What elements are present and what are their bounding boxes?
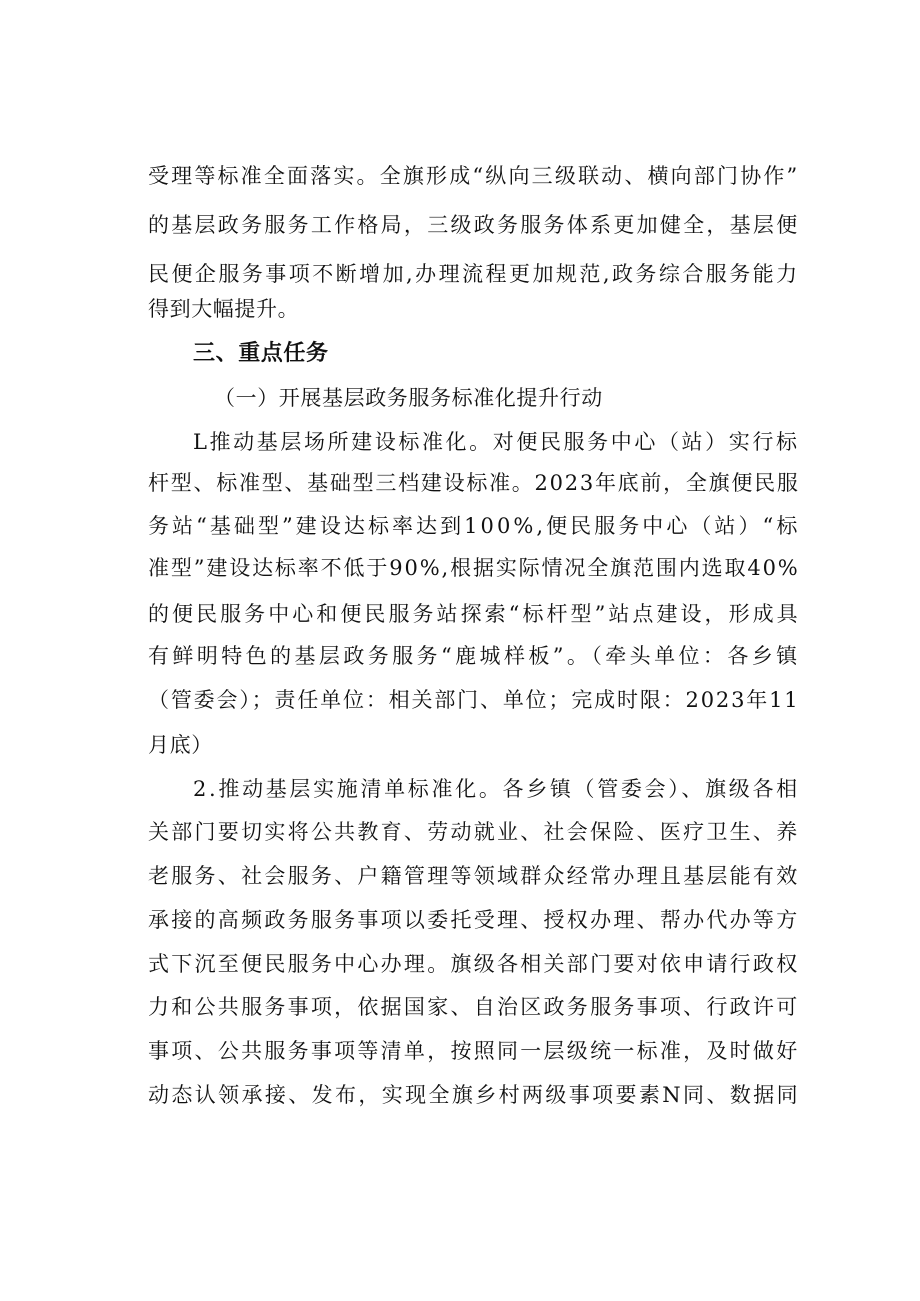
body-text-line: 的基层政务服务工作格局，三级政务服务体系更加健全，基层便 bbox=[148, 213, 800, 237]
body-text-line: 月底） bbox=[148, 733, 213, 757]
body-text-line: 有鲜明特色的基层政务服务“鹿城样板”。（牵头单位：各乡镇 bbox=[148, 644, 801, 668]
body-text-line: L推动基层场所建设标准化。对便民服务中心（站）实行标 bbox=[193, 430, 800, 454]
body-text-line: 受理等标准全面落实。全旗形成“纵向三级联动、横向部门协作” bbox=[148, 164, 800, 188]
body-text-line: 民便企服务事项不断增加,办理流程更加规范,政务综合服务能力 bbox=[148, 262, 800, 286]
subsection-heading: （一）开展基层政务服务标准化提升行动 bbox=[214, 386, 603, 410]
body-text-line: 力和公共服务事项，依据国家、自治区政务服务事项、行政许可 bbox=[148, 995, 800, 1019]
body-text-line: 事项、公共服务事项等清单，按照同一层级统一标准，及时做好 bbox=[148, 1039, 800, 1063]
body-text-line: 式下沉至便民服务中心办理。旗级各相关部门要对依申请行政权 bbox=[148, 952, 800, 976]
body-text-line: 2.推动基层实施清单标准化。各乡镇（管委会）、旗级各相 bbox=[193, 777, 800, 801]
body-text-line: 动态认领承接、发布，实现全旗乡村两级事项要素N同、数据同 bbox=[148, 1083, 800, 1107]
body-text-line: 的便民服务中心和便民服务站探索“标杆型”站点建设，形成具 bbox=[148, 602, 801, 626]
section-heading: 三、重点任务 bbox=[193, 341, 329, 366]
body-text-line: 老服务、社会服务、户籍管理等领域群众经常办理且基层能有效 bbox=[148, 864, 800, 888]
body-text-line: 准型”建设达标率不低于90%,根据实际情况全旗范围内选取40% bbox=[148, 556, 800, 580]
body-text-line: （管委会）；责任单位：相关部门、单位；完成时限：2023年11 bbox=[148, 688, 800, 712]
body-text-line: 杆型、标准型、基础型三档建设标准。2023年底前，全旗便民服 bbox=[148, 471, 800, 495]
body-text-line: 得到大幅提升。 bbox=[148, 297, 300, 321]
body-text-line: 承接的高频政务服务事项以委托受理、授权办理、帮办代办等方 bbox=[148, 908, 800, 932]
body-text-line: 务站“基础型”建设达标率达到100%,便民服务中心（站）“标 bbox=[148, 514, 801, 538]
body-text-line: 关部门要切实将公共教育、劳动就业、社会保险、医疗卫生、养 bbox=[148, 820, 800, 844]
